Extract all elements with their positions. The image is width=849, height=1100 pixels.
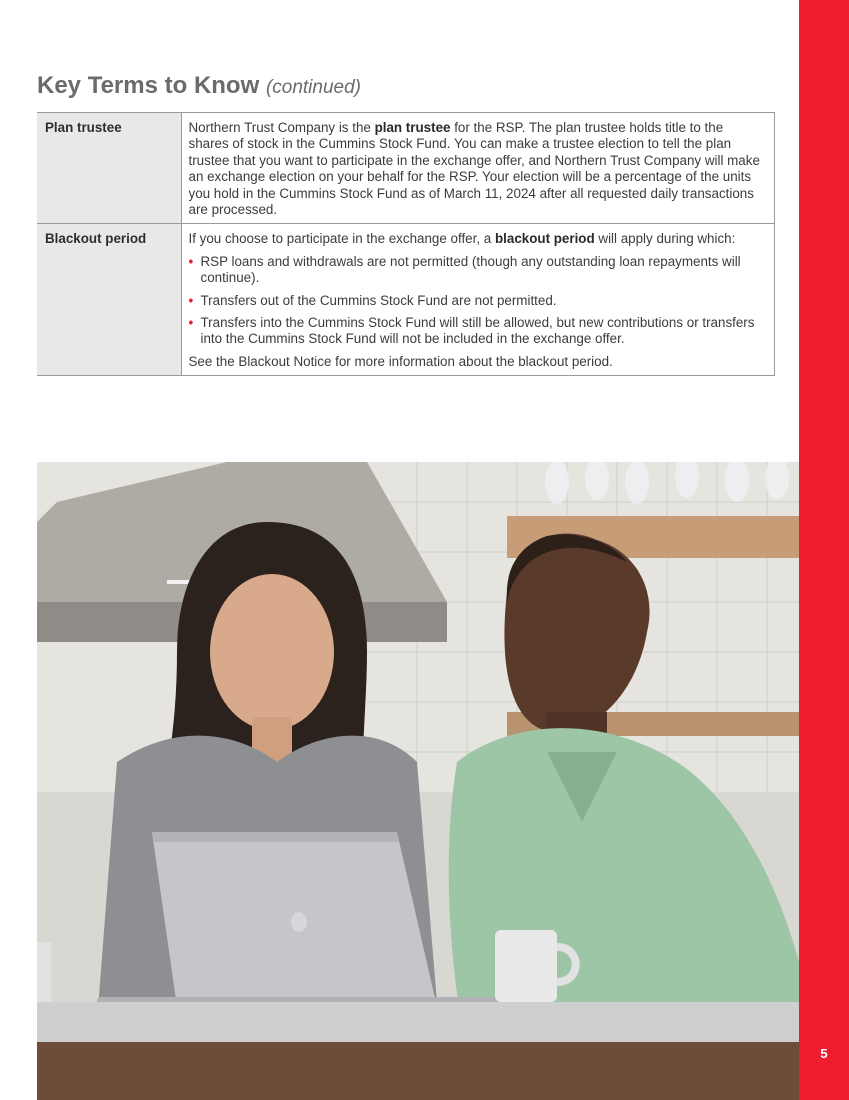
section-title-suffix: (continued) xyxy=(265,77,361,98)
bullet-icon: • xyxy=(188,292,194,308)
definition-text: for the RSP. The plan trustee holds title to the shares of stock in the Cummins Stock Fund. You can make a trustee election to tell the plan trustee that you want to participate in the exchange offer, and Northern Trust Company will make an exchange election on your behalf for the RSP. Your election will be a percentage of the units you hold in the Cummins Stock Fund as of March 11, 2024 after all requested daily transactions are processed. xyxy=(188,120,760,218)
page-number: 5 xyxy=(820,1046,828,1061)
bullet-text: Transfers out of the Cummins Stock Fund are not permitted. xyxy=(200,292,557,308)
definition-bold-term: plan trustee xyxy=(374,120,451,135)
definition-bold-term: blackout period xyxy=(494,231,595,247)
definition-text: If you choose to participate in the exchange offer, a xyxy=(188,231,495,247)
term-cell: Blackout period xyxy=(37,224,181,376)
red-sidebar-bar xyxy=(799,0,849,1100)
table-row-plan-trustee xyxy=(37,113,775,224)
definition-text: will apply during which: xyxy=(594,231,736,247)
bullet-item xyxy=(189,254,767,287)
definition-cell xyxy=(181,224,775,376)
definition-paragraph xyxy=(189,120,767,218)
bullet-icon: • xyxy=(188,315,194,331)
key-terms-table xyxy=(37,112,775,376)
table-row-blackout-period xyxy=(37,224,775,376)
bullet-icon: • xyxy=(188,253,194,269)
bullet-text: RSP loans and withdrawals are not permitted (though any outstanding loan repayments will continue). xyxy=(200,253,741,286)
section-title xyxy=(37,72,361,100)
section-title-main: Key Terms to Know xyxy=(37,72,260,99)
definition-cell xyxy=(181,113,775,224)
photo-illustration xyxy=(37,462,799,1100)
term-cell: Plan trustee xyxy=(37,113,181,224)
bullet-item xyxy=(189,293,767,309)
definition-text: Northern Trust Company is the xyxy=(188,120,375,135)
definition-intro xyxy=(189,231,767,247)
bullet-text: Transfers into the Cummins Stock Fund will still be allowed, but new contributions or transfers into the Cummins Stock Fund will not be included in the exchange offer. xyxy=(200,315,755,347)
couple-laptop-photo xyxy=(37,462,799,1100)
bullet-item xyxy=(189,315,767,348)
definition-note: See the Blackout Notice for more information about the blackout period. xyxy=(188,353,613,369)
